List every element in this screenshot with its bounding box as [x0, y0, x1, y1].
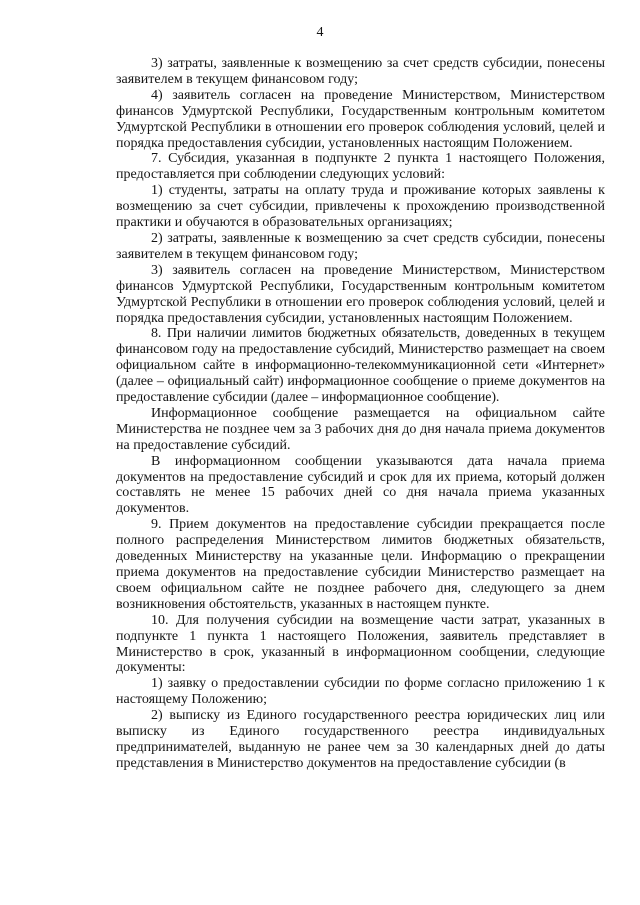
paragraph-8-message-contents: В информационном сообщении указываются дата начала приема документов на предоставление субсидий и срок для их приема, который должен составлять не менее 15 рабочих дней со дня начала приема указанных документов.	[116, 453, 605, 517]
paragraph-4-consent-to-audit: 4) заявитель согласен на проведение Министерством, Министерством финансов Удмуртской Республики, Государственным контрольным комитетом Удмуртской Республики в отношении его проверок соблюдения условий, целей и порядка предоставления субсидии, установленных настоящим Положением.	[116, 87, 605, 151]
page-number: 4	[316, 25, 324, 40]
paragraph-10-1-application: 1) заявку о предоставлении субсидии по форме согласно приложению 1 к настоящему Положению;	[116, 676, 605, 708]
paragraph-3-costs-current-year: 3) затраты, заявленные к возмещению за счет средств субсидии, понесены заявителем в текущем финансовом году;	[116, 56, 605, 87]
paragraph-7-subsidy-conditions: 7. Субсидия, указанная в подпункте 2 пункта 1 настоящего Положения, предоставляется при соблюдении следующих условий:	[116, 151, 605, 183]
document-body	[116, 56, 605, 772]
paragraph-10-2-registry-extract: 2) выписку из Единого государственного реестра юридических лиц или выписку из Единого государственного реестра индивидуальных предпринимателей, выданную не ранее чем за 30 календарных дней до даты представления в Министерство документов на предоставление субсидии (в	[116, 708, 605, 771]
paragraph-8-information-message: 8. При наличии лимитов бюджетных обязательств, доведенных в текущем финансовом году на предоставление субсидий, Министерство размещает на своем официальном сайте в информационно-телекоммуникационной сети «Интернет» (далее – официальный сайт) информационное сообщение о приеме документов на предоставление субсидии (далее – информационное сообщение).	[116, 326, 605, 406]
paragraph-8-publication-deadline: Информационное сообщение размещается на официальном сайте Министерства не позднее чем за 3 рабочих дня до дня начала приема документов на предоставление субсидий.	[116, 405, 605, 453]
paragraph-10-required-documents: 10. Для получения субсидии на возмещение части затрат, указанных в подпункте 1 пункта 1 настоящего Положения, заявитель представляет в Министерство в срок, указанный в информационном сообщении, следующие документы:	[116, 612, 605, 676]
paragraph-7-1-students: 1) студенты, затраты на оплату труда и проживание которых заявлены к возмещению за счет субсидии, привлечены к прохождению производственной практики и обучаются в образовательных организациях;	[116, 183, 605, 231]
paragraph-7-3-consent-to-audit: 3) заявитель согласен на проведение Министерством, Министерством финансов Удмуртской Республики, Государственным контрольным комитетом Удмуртской Республики в отношении его проверок соблюдения условий, целей и порядка предоставления субсидии, установленных настоящим Положением.	[116, 262, 605, 326]
paragraph-9-end-of-acceptance: 9. Прием документов на предоставление субсидии прекращается после полного распределения Министерством лимитов бюджетных обязательств, доведенных Министерству на указанные цели. Информацию о прекращении приема документов на предоставление субсидии Министерство размещает на своем официальном сайте не позднее рабочего дня, следующего за днем возникновения обстоятельств, указанных в настоящем пункте.	[116, 517, 605, 612]
paragraph-7-2-costs-current-year: 2) затраты, заявленные к возмещению за счет средств субсидии, понесены заявителем в текущем финансовом году;	[116, 230, 605, 262]
